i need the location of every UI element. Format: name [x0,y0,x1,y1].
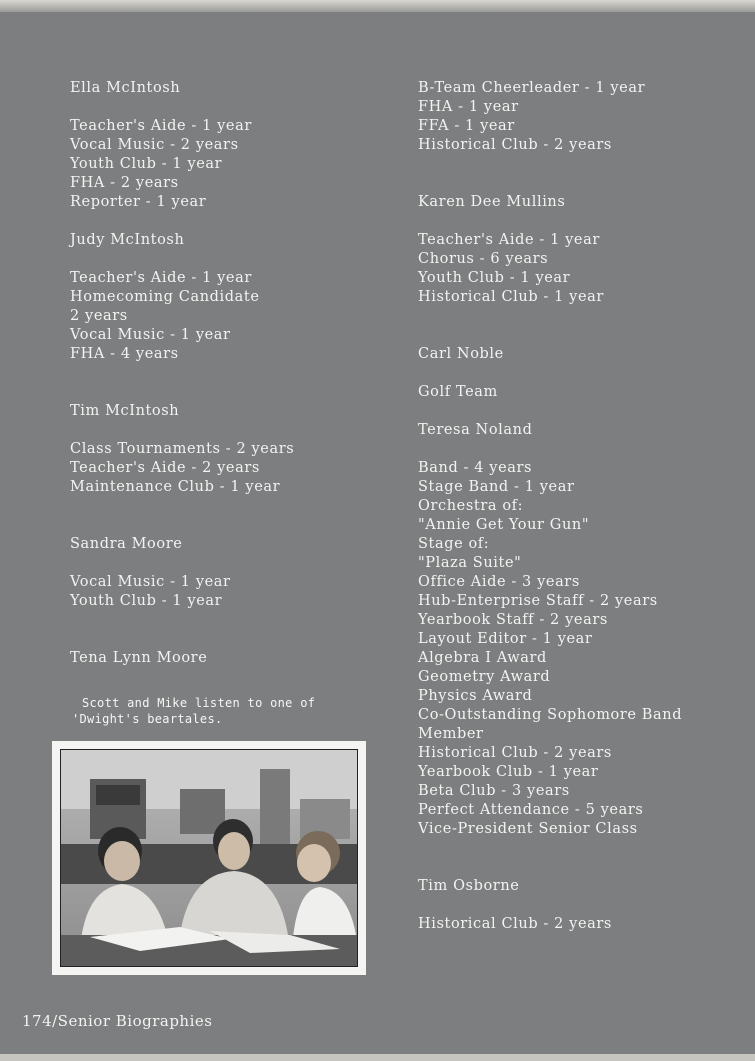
bio-line: FHA - 1 year [418,99,519,115]
bio-line [70,497,390,516]
bio-line [70,250,390,269]
bio-line: 2 years [70,308,128,324]
bio-line [70,516,390,535]
bio-line [418,839,748,858]
caption-line: 'Dwight's beartales. [72,712,223,726]
bio-line: "Plaza Suite" [418,555,522,571]
bio-line: Yearbook Staff - 2 years [418,612,608,628]
caption-line: Scott and Mike listen to one of [82,696,316,710]
bio-line: Chorus - 6 years [418,251,549,267]
student-photo [52,741,366,975]
bio-line: Historical Club - 2 years [418,137,612,153]
bio-line: Homecoming Candidate [70,289,260,305]
bio-line: Maintenance Club - 1 year [70,479,281,495]
bio-line [418,174,748,193]
bio-line: Yearbook Club - 1 year [418,764,599,780]
bio-line: Band - 4 years [418,460,533,476]
bio-line: Karen Dee Mullins [418,194,566,210]
bio-line: Youth Club - 1 year [70,593,223,609]
bio-line [418,155,748,174]
bio-line [418,896,748,915]
left-biography-column [70,79,390,668]
bio-line [418,858,748,877]
bio-line: Stage of: [418,536,490,552]
bio-line: Physics Award [418,688,533,704]
bio-line: FHA - 2 years [70,175,179,191]
bio-line: Teacher's Aide - 1 year [70,118,252,134]
bio-line [418,364,748,383]
bio-line: Orchestra of: [418,498,524,514]
bio-line [418,402,748,421]
bio-line: Teresa Noland [418,422,533,438]
bio-line: Vocal Music - 1 year [70,574,231,590]
bio-line: Carl Noble [418,346,504,362]
photo-caption [72,695,362,727]
bio-line: Beta Club - 3 years [418,783,570,799]
bio-line: Sandra Moore [70,536,183,552]
bio-line: Teacher's Aide - 1 year [70,270,252,286]
page-footer: 174/Senior Biographies [22,1012,213,1030]
bio-line: Vice-President Senior Class [418,821,638,837]
bio-line: Teacher's Aide - 2 years [70,460,260,476]
bio-line: Reporter - 1 year [70,194,207,210]
bio-line: Tim McIntosh [70,403,180,419]
bio-line: Youth Club - 1 year [418,270,571,286]
bio-line: Co-Outstanding Sophomore Band [418,707,683,723]
bio-line: Vocal Music - 1 year [70,327,231,343]
bio-line: Member [418,726,484,742]
bio-line [70,383,390,402]
photo-image [60,749,358,967]
bio-line: Algebra I Award [418,650,547,666]
bio-line: Golf Team [418,384,498,400]
bio-line: Historical Club - 2 years [418,916,612,932]
bio-line: FFA - 1 year [418,118,515,134]
bio-line [70,212,390,231]
bio-line: Stage Band - 1 year [418,479,575,495]
bio-line [70,554,390,573]
bio-line: Office Aide - 3 years [418,574,580,590]
bio-line [418,212,748,231]
bio-line: Youth Club - 1 year [70,156,223,172]
bio-line [418,326,748,345]
bio-line: Tim Osborne [418,878,520,894]
bio-line [70,611,390,630]
bio-line: Class Tournaments - 2 years [70,441,295,457]
bio-line: Historical Club - 1 year [418,289,604,305]
bio-line: "Annie Get Your Gun" [418,517,590,533]
bio-line: B-Team Cheerleader - 1 year [418,80,646,96]
bio-line [70,421,390,440]
bio-line: Ella McIntosh [70,80,181,96]
bio-line: Vocal Music - 2 years [70,137,239,153]
bio-line [70,364,390,383]
bio-line: Layout Editor - 1 year [418,631,593,647]
bio-line: Hub-Enterprise Staff - 2 years [418,593,658,609]
bio-line: FHA - 4 years [70,346,179,362]
bio-line: Judy McIntosh [70,232,185,248]
bio-line: Tena Lynn Moore [70,650,208,666]
bio-line [418,307,748,326]
right-biography-column [418,79,748,934]
bio-line [418,440,748,459]
bio-line [70,630,390,649]
bio-line: Historical Club - 2 years [418,745,612,761]
bio-line: Teacher's Aide - 1 year [418,232,600,248]
bio-line: Perfect Attendance - 5 years [418,802,644,818]
bio-line: Geometry Award [418,669,551,685]
bio-line [70,98,390,117]
